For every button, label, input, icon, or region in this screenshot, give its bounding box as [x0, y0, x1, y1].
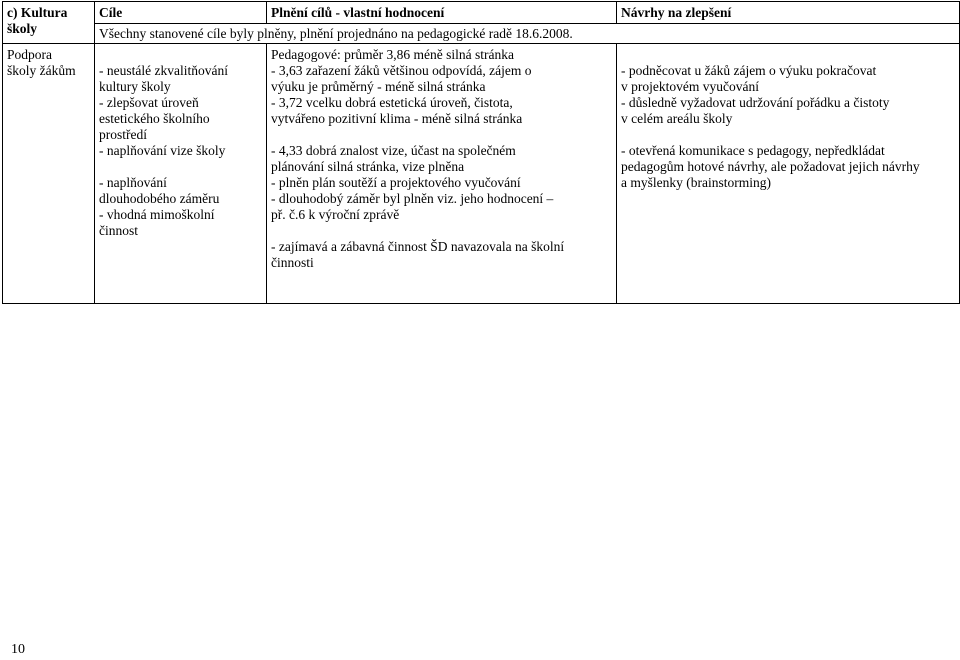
- fulfillment-column-header: Plnění cílů - vlastní hodnocení: [267, 2, 617, 24]
- proposal-line: pedagogům hotové návrhy, ale požadovat jejich návrhy: [621, 159, 920, 174]
- fulfillment-line: výuku je průměrný - méně silná stránka: [271, 79, 486, 94]
- proposal-spacer: [621, 127, 955, 143]
- fulfillment-line: - 3,72 vcelku dobrá estetická úroveň, čistota,: [271, 95, 513, 110]
- proposals-column-header: Návrhy na zlepšení: [617, 2, 960, 24]
- section-heading-line-2: školy: [7, 21, 38, 36]
- fulfillment-line: vytvářeno pozitivní klima - méně silná stránka: [271, 111, 523, 126]
- goal-line: - zlepšovat úroveň: [99, 95, 199, 110]
- goal-line: činnost: [99, 223, 138, 238]
- fulfillment-spacer: [271, 223, 612, 239]
- fulfillment-heading: Pedagogové: průměr 3,86 méně silná stránka: [271, 47, 514, 62]
- fulfillment-cell: [267, 44, 617, 304]
- proposal-line: - otevřená komunikace s pedagogy, nepředkládat: [621, 143, 885, 158]
- evaluation-table: [2, 1, 960, 304]
- summary-row: [3, 24, 960, 44]
- goals-column-header: Cíle: [95, 2, 267, 24]
- summary-text: Všechny stanovené cíle byly plněny, plnění projednáno na pedagogické radě 18.6.2008.: [95, 24, 960, 44]
- goals-cell: [95, 44, 267, 304]
- fulfillment-line: př. č.6 k výroční zprávě: [271, 207, 400, 222]
- proposal-line: v celém areálu školy: [621, 111, 733, 126]
- fulfillment-line: - plněn plán soutěží a projektového vyučování: [271, 175, 521, 190]
- goal-line: - neustálé zkvalitňování: [99, 63, 228, 78]
- area-line-2: školy žákům: [7, 63, 76, 78]
- goal-line: prostředí: [99, 127, 147, 142]
- page-number: 10: [11, 642, 25, 657]
- fulfillment-line: - zajímavá a zábavná činnost ŠD navazovala na školní: [271, 239, 565, 254]
- fulfillment-line: plánování silná stránka, vize plněna: [271, 159, 465, 174]
- area-line-1: Podpora: [7, 47, 52, 62]
- goal-line: - naplňování vize školy: [99, 143, 226, 158]
- area-cell: [3, 44, 95, 304]
- fulfillment-line: činnosti: [271, 255, 314, 270]
- goal-line: estetického školního: [99, 111, 210, 126]
- goal-line: dlouhodobého záměru: [99, 191, 220, 206]
- goal-line: - naplňování: [99, 175, 167, 190]
- goal-line: kultury školy: [99, 79, 171, 94]
- proposal-line: - podněcovat u žáků zájem o výuku pokračovat: [621, 63, 877, 78]
- proposals-cell: [617, 44, 960, 304]
- fulfillment-line: - 4,33 dobrá znalost vize, účast na společném: [271, 143, 516, 158]
- fulfillment-line: - 3,63 zařazení žáků většinou odpovídá, zájem o: [271, 63, 532, 78]
- fulfillment-line: - dlouhodobý záměr byl plněn viz. jeho hodnocení –: [271, 191, 554, 206]
- support-row: [3, 44, 960, 304]
- section-heading-line-1: c) Kultura: [7, 5, 68, 20]
- goal-spacer: [99, 159, 262, 175]
- proposal-line: - důsledně vyžadovat udržování pořádku a čistoty: [621, 95, 890, 110]
- proposal-line: a myšlenky (brainstorming): [621, 175, 771, 190]
- header-row: [3, 2, 960, 24]
- section-heading-cell: [3, 2, 95, 44]
- fulfillment-spacer: [271, 127, 612, 143]
- proposal-line: v projektovém vyučování: [621, 79, 759, 94]
- goal-line: - vhodná mimoškolní: [99, 207, 215, 222]
